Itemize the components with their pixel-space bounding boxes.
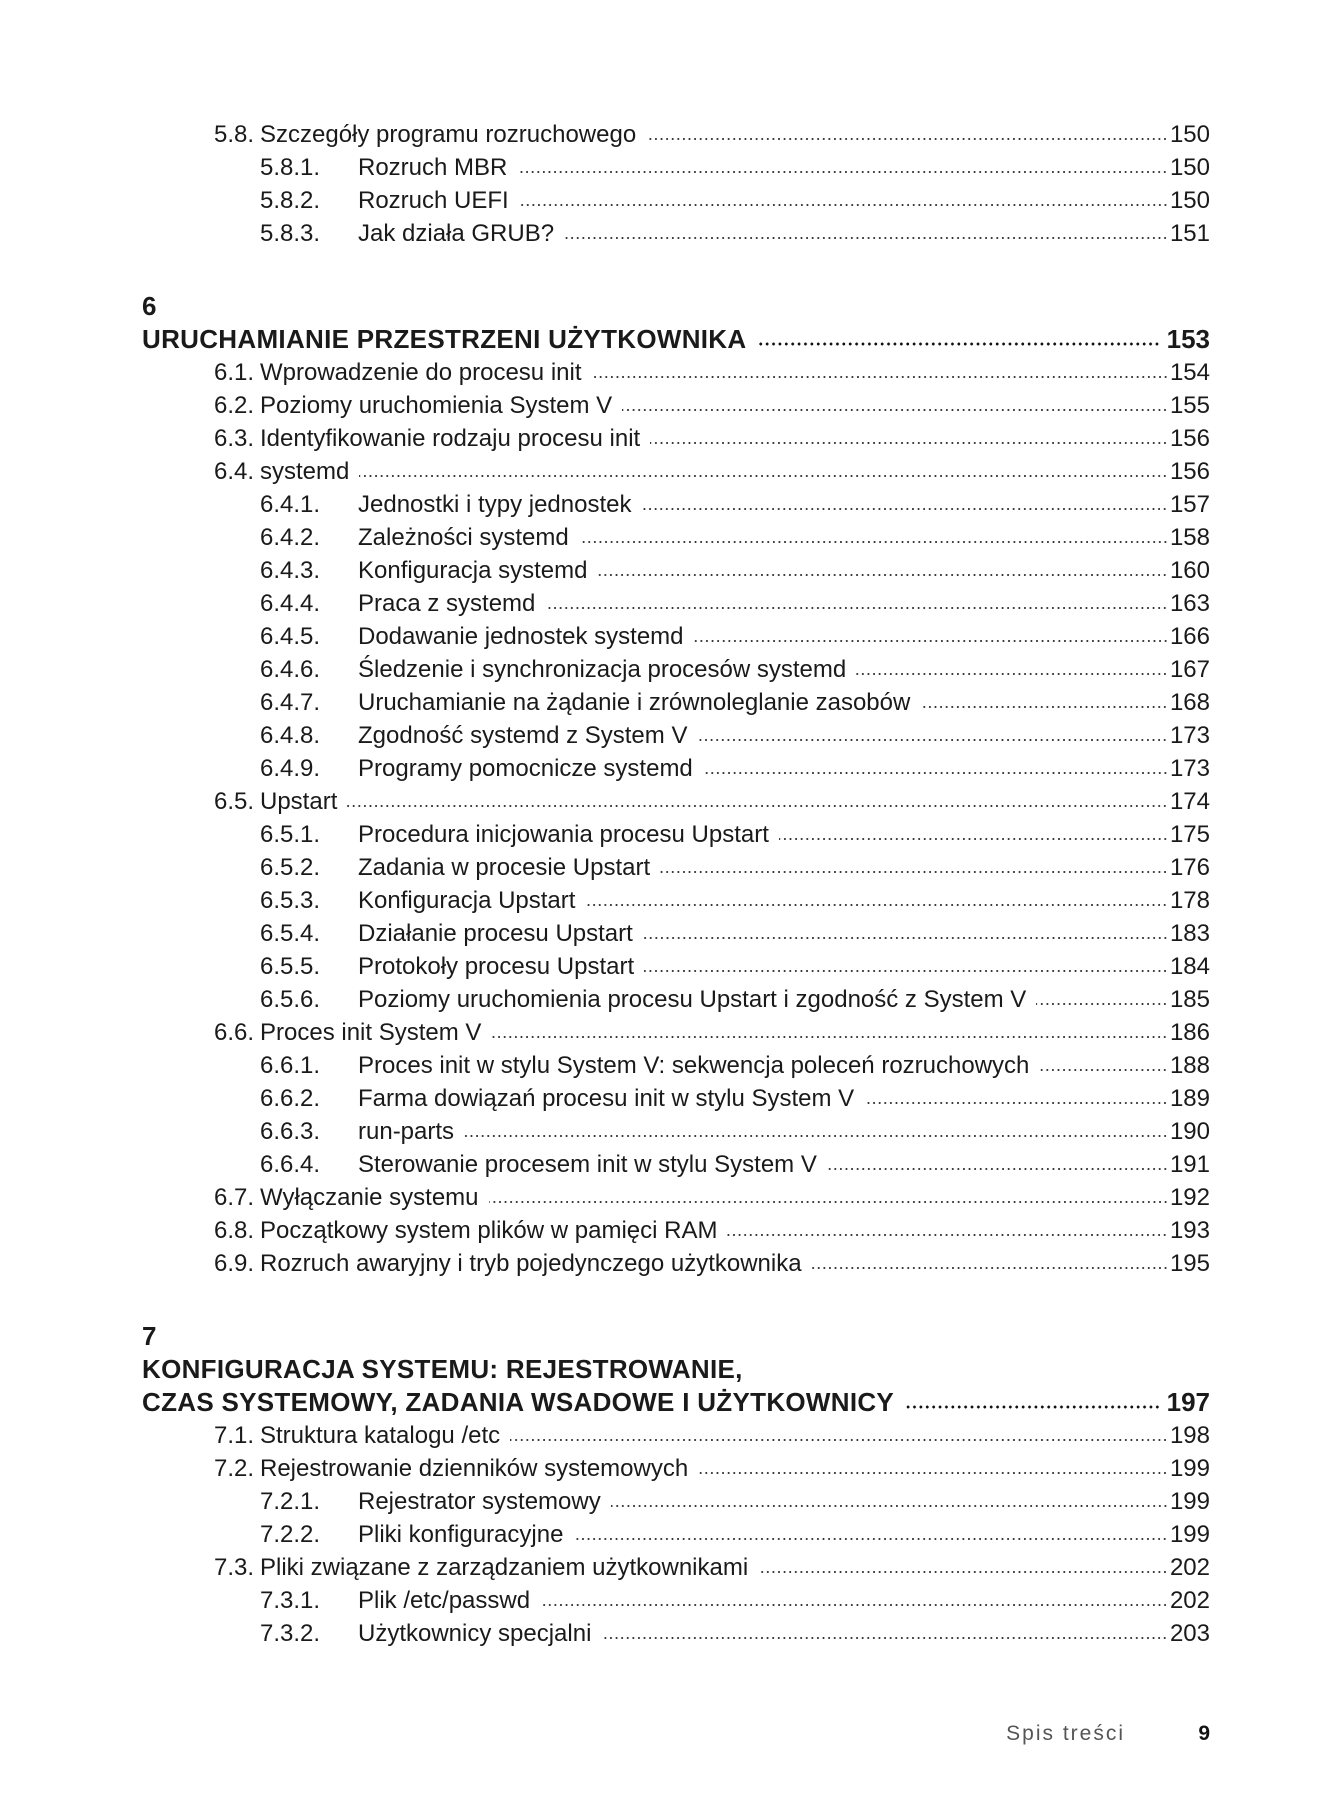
entry-number: 6.6.2.: [260, 1085, 321, 1112]
toc-section-entry[interactable]: [142, 356, 1210, 389]
entry-body: [358, 1148, 1210, 1181]
dot-leader: [545, 605, 1168, 611]
entry-title: Farma dowiązań procesu init w stylu System V: [358, 1085, 855, 1112]
toc-subsection-entry[interactable]: [142, 1617, 1210, 1650]
toc-subsection-entry[interactable]: [142, 151, 1210, 184]
entry-body: [260, 1181, 1210, 1214]
entry-number: 6.5.: [213, 788, 254, 815]
entry-body: [260, 455, 1210, 488]
entry-number: 6.6.3.: [260, 1118, 321, 1145]
toc-subsection-entry[interactable]: [142, 884, 1210, 917]
entry-page-number: 150: [1169, 187, 1210, 214]
chapter-title-line: [142, 323, 1210, 356]
footer-page-number: 9: [1198, 1722, 1210, 1745]
toc-subsection-entry[interactable]: [142, 950, 1210, 983]
chapter-heading: [142, 1320, 1210, 1419]
entry-body: [358, 1584, 1210, 1617]
entry-title: Rozruch MBR: [358, 154, 508, 181]
entry-title: Procedura inicjowania procesu Upstart: [358, 821, 769, 848]
chapter-title-line: [142, 1386, 1210, 1419]
dot-leader: [920, 704, 1168, 710]
entry-title: Rejestrator systemowy: [358, 1488, 601, 1515]
entry-title: Plik /etc/passwd: [358, 1587, 531, 1614]
entry-body: [358, 587, 1210, 620]
toc-subsection-entry[interactable]: [142, 620, 1210, 653]
entry-body: [358, 950, 1210, 983]
toc-subsection-entry[interactable]: [142, 1049, 1210, 1082]
entry-page-number: 156: [1169, 458, 1210, 485]
chapter-title[interactable]: URUCHAMIANIE PRZESTRZENI UŻYTKOWNIKA: [142, 324, 747, 354]
entry-number: 6.5.3.: [260, 887, 321, 914]
entry-page-number: 199: [1169, 1488, 1210, 1515]
entry-body: [358, 521, 1210, 554]
entry-number: 6.5.1.: [260, 821, 321, 848]
dot-leader: [359, 473, 1168, 479]
entry-page-number: 156: [1169, 425, 1210, 452]
entry-body: [358, 653, 1210, 686]
entry-page-number: 178: [1169, 887, 1210, 914]
entry-number: 6.5.6.: [260, 986, 321, 1013]
entry-title: Poziomy uruchomienia procesu Upstart i zgodność z System V: [358, 986, 1027, 1013]
entry-title: Identyfikowanie rodzaju procesu init: [260, 425, 641, 452]
entry-number: 6.1.: [213, 359, 254, 386]
entry-number: 6.4.9.: [260, 755, 321, 782]
entry-number: 6.4.: [213, 458, 254, 485]
entry-number: 7.2.2.: [260, 1521, 321, 1548]
dot-leader: [585, 902, 1168, 908]
entry-body: [358, 1485, 1210, 1518]
chapter-title[interactable]: KONFIGURACJA SYSTEMU: REJESTROWANIE,: [142, 1354, 743, 1384]
entry-title: Rejestrowanie dzienników systemowych: [260, 1455, 689, 1482]
dot-leader: [517, 169, 1168, 175]
toc-section-entry[interactable]: [142, 1452, 1210, 1485]
entry-number: 5.8.1.: [260, 154, 321, 181]
entry-page-number: 174: [1169, 788, 1210, 815]
entry-body: [358, 151, 1210, 184]
toc-subsection-entry[interactable]: [142, 1584, 1210, 1617]
entry-title: Jednostki i typy jednostek: [358, 491, 632, 518]
entry-number: 6.5.2.: [260, 854, 321, 881]
toc-subsection-entry[interactable]: [142, 653, 1210, 686]
entry-title: Pliki związane z zarządzaniem użytkownikami: [260, 1554, 749, 1581]
dot-leader: [644, 968, 1168, 974]
entry-body: [358, 1617, 1210, 1650]
entry-title: run-parts: [358, 1118, 455, 1145]
entry-page-number: 173: [1169, 722, 1210, 749]
toc-subsection-entry[interactable]: [142, 983, 1210, 1016]
dot-leader: [646, 136, 1168, 142]
footer-section-title: Spis treści: [1006, 1722, 1125, 1745]
entry-body: [358, 217, 1210, 250]
toc-section-entry[interactable]: [142, 455, 1210, 488]
dot-leader: [519, 202, 1168, 208]
entry-page-number: 151: [1169, 220, 1210, 247]
toc-subsection-entry[interactable]: [142, 686, 1210, 719]
entry-number: 6.4.8.: [260, 722, 321, 749]
dot-leader: [694, 638, 1168, 644]
entry-number: 5.8.2.: [260, 187, 321, 214]
entry-body: [358, 1115, 1210, 1148]
toc-subsection-entry[interactable]: [142, 818, 1210, 851]
toc-subsection-entry[interactable]: [142, 851, 1210, 884]
entry-number: 7.1.: [213, 1422, 254, 1449]
entry-number: 6.6.1.: [260, 1052, 321, 1079]
entry-page-number: 160: [1169, 557, 1210, 584]
entry-body: [260, 1247, 1210, 1280]
entry-title: Szczegóły programu rozruchowego: [260, 121, 637, 148]
entry-title: Śledzenie i synchronizacja procesów systemd: [358, 656, 847, 683]
dot-leader: [601, 1635, 1168, 1641]
entry-number: 7.3.: [213, 1554, 254, 1581]
chapter-title[interactable]: CZAS SYSTEMOWY, ZADANIA WSADOWE I UŻYTKOWNICY: [142, 1387, 895, 1417]
dot-leader: [540, 1602, 1168, 1608]
dot-leader: [611, 1503, 1168, 1509]
entry-body: [358, 184, 1210, 217]
entry-number: 6.9.: [213, 1250, 254, 1277]
dot-leader: [573, 1536, 1168, 1542]
entry-number: 7.2.: [213, 1455, 254, 1482]
toc-subsection-entry[interactable]: [142, 1082, 1210, 1115]
entry-title: Struktura katalogu /etc: [260, 1422, 501, 1449]
dot-leader: [650, 440, 1168, 446]
dot-leader: [758, 1569, 1168, 1575]
dot-leader: [727, 1232, 1168, 1238]
entry-page-number: 168: [1169, 689, 1210, 716]
entry-number: 5.8.: [213, 121, 254, 148]
entry-number: 6.5.4.: [260, 920, 321, 947]
entry-body: [358, 983, 1210, 1016]
dot-leader: [864, 1100, 1168, 1106]
entry-title: Zgodność systemd z System V: [358, 722, 688, 749]
entry-body: [358, 719, 1210, 752]
entry-body: [358, 554, 1210, 587]
entry-page-number: 173: [1169, 755, 1210, 782]
entry-number: 6.8.: [213, 1217, 254, 1244]
entry-title: Jak działa GRUB?: [358, 220, 555, 247]
toc-subsection-entry[interactable]: [142, 752, 1210, 785]
entry-title: Proces init w stylu System V: sekwencja poleceń rozruchowych: [358, 1052, 1030, 1079]
dot-leader: [510, 1437, 1168, 1443]
dot-leader: [660, 869, 1168, 875]
entry-page-number: 199: [1169, 1521, 1210, 1548]
dot-leader: [641, 506, 1167, 512]
entry-page-number: 167: [1169, 656, 1210, 683]
entry-title: Działanie procesu Upstart: [358, 920, 633, 947]
entry-body: [260, 1016, 1210, 1049]
toc-subsection-entry[interactable]: [142, 1485, 1210, 1518]
dot-leader: [491, 1034, 1168, 1040]
toc-subsection-entry[interactable]: [142, 217, 1210, 250]
entry-body: [358, 1518, 1210, 1551]
toc-section-entry[interactable]: [142, 785, 1210, 818]
entry-page-number: 157: [1169, 491, 1210, 518]
chapter-page-number[interactable]: 197: [1166, 1387, 1210, 1417]
entry-title: Konfiguracja systemd: [358, 557, 588, 584]
toc-section-entry[interactable]: [142, 1247, 1210, 1280]
entry-title: Upstart: [260, 788, 338, 815]
toc-subsection-entry[interactable]: [142, 719, 1210, 752]
entry-page-number: 154: [1169, 359, 1210, 386]
entry-number: 6.4.3.: [260, 557, 321, 584]
entry-page-number: 195: [1169, 1250, 1210, 1277]
toc-section-entry[interactable]: [142, 1181, 1210, 1214]
entry-body: [260, 785, 1210, 818]
toc-subsection-entry[interactable]: [142, 521, 1210, 554]
entry-page-number: 193: [1169, 1217, 1210, 1244]
entry-title: Proces init System V: [260, 1019, 482, 1046]
toc-section-entry[interactable]: [142, 422, 1210, 455]
entry-number: 6.4.2.: [260, 524, 321, 551]
entry-number: 7.3.2.: [260, 1620, 321, 1647]
entry-page-number: 191: [1169, 1151, 1210, 1178]
dot-leader: [756, 341, 1160, 347]
entry-page-number: 189: [1169, 1085, 1210, 1112]
entry-page-number: 184: [1169, 953, 1210, 980]
entry-title: Zadania w procesie Upstart: [358, 854, 651, 881]
entry-title: Użytkownicy specjalni: [358, 1620, 592, 1647]
entry-body: [260, 356, 1210, 389]
entry-title: Wprowadzenie do procesu init: [260, 359, 582, 386]
entry-page-number: 185: [1169, 986, 1210, 1013]
entry-page-number: 163: [1169, 590, 1210, 617]
entry-page-number: 183: [1169, 920, 1210, 947]
toc-section-entry[interactable]: [142, 1214, 1210, 1247]
dot-leader: [904, 1404, 1161, 1410]
toc-section-entry[interactable]: [142, 118, 1210, 151]
dot-leader: [827, 1166, 1168, 1172]
toc-section-entry[interactable]: [142, 389, 1210, 422]
table-of-contents: [142, 118, 1210, 1650]
entry-page-number: 166: [1169, 623, 1210, 650]
entry-title: Dodawanie jednostek systemd: [358, 623, 684, 650]
entry-page-number: 203: [1169, 1620, 1210, 1647]
toc-subsection-entry[interactable]: [142, 1518, 1210, 1551]
dot-leader: [464, 1133, 1168, 1139]
entry-page-number: 202: [1169, 1587, 1210, 1614]
entry-number: 6.5.5.: [260, 953, 321, 980]
dot-leader: [1036, 1001, 1168, 1007]
entry-page-number: 190: [1169, 1118, 1210, 1145]
toc-subsection-entry[interactable]: [142, 917, 1210, 950]
entry-number: 6.4.7.: [260, 689, 321, 716]
chapter-number: 6: [142, 291, 157, 321]
entry-body: [260, 118, 1210, 151]
entry-title: Pliki konfiguracyjne: [358, 1521, 564, 1548]
dot-leader: [579, 539, 1168, 545]
chapter-title-line: [142, 1353, 1210, 1386]
entry-page-number: 199: [1169, 1455, 1210, 1482]
entry-body: [260, 389, 1210, 422]
entry-page-number: 150: [1169, 121, 1210, 148]
entry-title: Początkowy system plików w pamięci RAM: [260, 1217, 718, 1244]
entry-page-number: 150: [1169, 154, 1210, 181]
entry-number: 5.8.3.: [260, 220, 321, 247]
entry-number: 6.4.6.: [260, 656, 321, 683]
dot-leader: [592, 374, 1168, 380]
dot-leader: [643, 935, 1168, 941]
entry-body: [358, 884, 1210, 917]
entry-page-number: 155: [1169, 392, 1210, 419]
entry-title: Praca z systemd: [358, 590, 536, 617]
dot-leader: [1039, 1067, 1168, 1073]
dot-leader: [856, 671, 1168, 677]
entry-page-number: 198: [1169, 1422, 1210, 1449]
entry-number: 6.6.: [213, 1019, 254, 1046]
dot-leader: [489, 1199, 1168, 1205]
toc-subsection-entry[interactable]: [142, 488, 1210, 521]
toc-section-entry[interactable]: [142, 1016, 1210, 1049]
dot-leader: [597, 572, 1168, 578]
dot-leader: [698, 1470, 1168, 1476]
entry-title: Programy pomocnicze systemd: [358, 755, 693, 782]
toc-section-entry[interactable]: [142, 1551, 1210, 1584]
entry-body: [358, 818, 1210, 851]
entry-body: [260, 1214, 1210, 1247]
entry-body: [260, 422, 1210, 455]
entry-title: systemd: [260, 458, 350, 485]
entry-title: Sterowanie procesem init w stylu System V: [358, 1151, 817, 1178]
entry-number: 6.4.1.: [260, 491, 321, 518]
entry-page-number: 188: [1169, 1052, 1210, 1079]
chapter-number: 7: [142, 1321, 157, 1351]
toc-subsection-entry[interactable]: [142, 1115, 1210, 1148]
entry-title: Rozruch UEFI: [358, 187, 509, 214]
chapter-heading: [142, 290, 1210, 356]
toc-subsection-entry[interactable]: [142, 184, 1210, 217]
entry-title: Rozruch awaryjny i tryb pojedynczego użytkownika: [260, 1250, 802, 1277]
entry-body: [358, 620, 1210, 653]
entry-page-number: 192: [1169, 1184, 1210, 1211]
dot-leader: [564, 235, 1168, 241]
toc-subsection-entry[interactable]: [142, 554, 1210, 587]
entry-page-number: 186: [1169, 1019, 1210, 1046]
entry-number: 6.2.: [213, 392, 254, 419]
entry-number: 6.3.: [213, 425, 254, 452]
entry-title: Poziomy uruchomienia System V: [260, 392, 613, 419]
entry-title: Protokoły procesu Upstart: [358, 953, 635, 980]
entry-body: [358, 851, 1210, 884]
entry-title: Konfiguracja Upstart: [358, 887, 576, 914]
entry-body: [358, 917, 1210, 950]
entry-body: [358, 1082, 1210, 1115]
entry-body: [358, 488, 1210, 521]
entry-title: Zależności systemd: [358, 524, 569, 551]
dot-leader: [703, 770, 1168, 776]
entry-page-number: 175: [1169, 821, 1210, 848]
toc-section-entry[interactable]: [142, 1419, 1210, 1452]
entry-number: 7.3.1.: [260, 1587, 321, 1614]
entry-page-number: 158: [1169, 524, 1210, 551]
entry-body: [260, 1551, 1210, 1584]
entry-number: 6.7.: [213, 1184, 254, 1211]
entry-body: [358, 752, 1210, 785]
entry-number: 6.4.5.: [260, 623, 321, 650]
entry-title: Wyłączanie systemu: [260, 1184, 479, 1211]
toc-subsection-entry[interactable]: [142, 587, 1210, 620]
entry-number: 7.2.1.: [260, 1488, 321, 1515]
entry-number: 6.4.4.: [260, 590, 321, 617]
dot-leader: [622, 407, 1168, 413]
entry-title: Uruchamianie na żądanie i zrównoleglanie zasobów: [358, 689, 911, 716]
entry-page-number: 176: [1169, 854, 1210, 881]
dot-leader: [347, 803, 1168, 809]
entry-body: [260, 1452, 1210, 1485]
dot-leader: [779, 836, 1168, 842]
entry-page-number: 202: [1169, 1554, 1210, 1581]
chapter-page-number[interactable]: 153: [1166, 324, 1210, 354]
entry-body: [358, 1049, 1210, 1082]
entry-body: [260, 1419, 1210, 1452]
dot-leader: [697, 737, 1168, 743]
page-footer: [0, 1722, 1339, 1752]
entry-number: 6.6.4.: [260, 1151, 321, 1178]
toc-subsection-entry[interactable]: [142, 1148, 1210, 1181]
entry-body: [358, 686, 1210, 719]
dot-leader: [812, 1265, 1168, 1271]
